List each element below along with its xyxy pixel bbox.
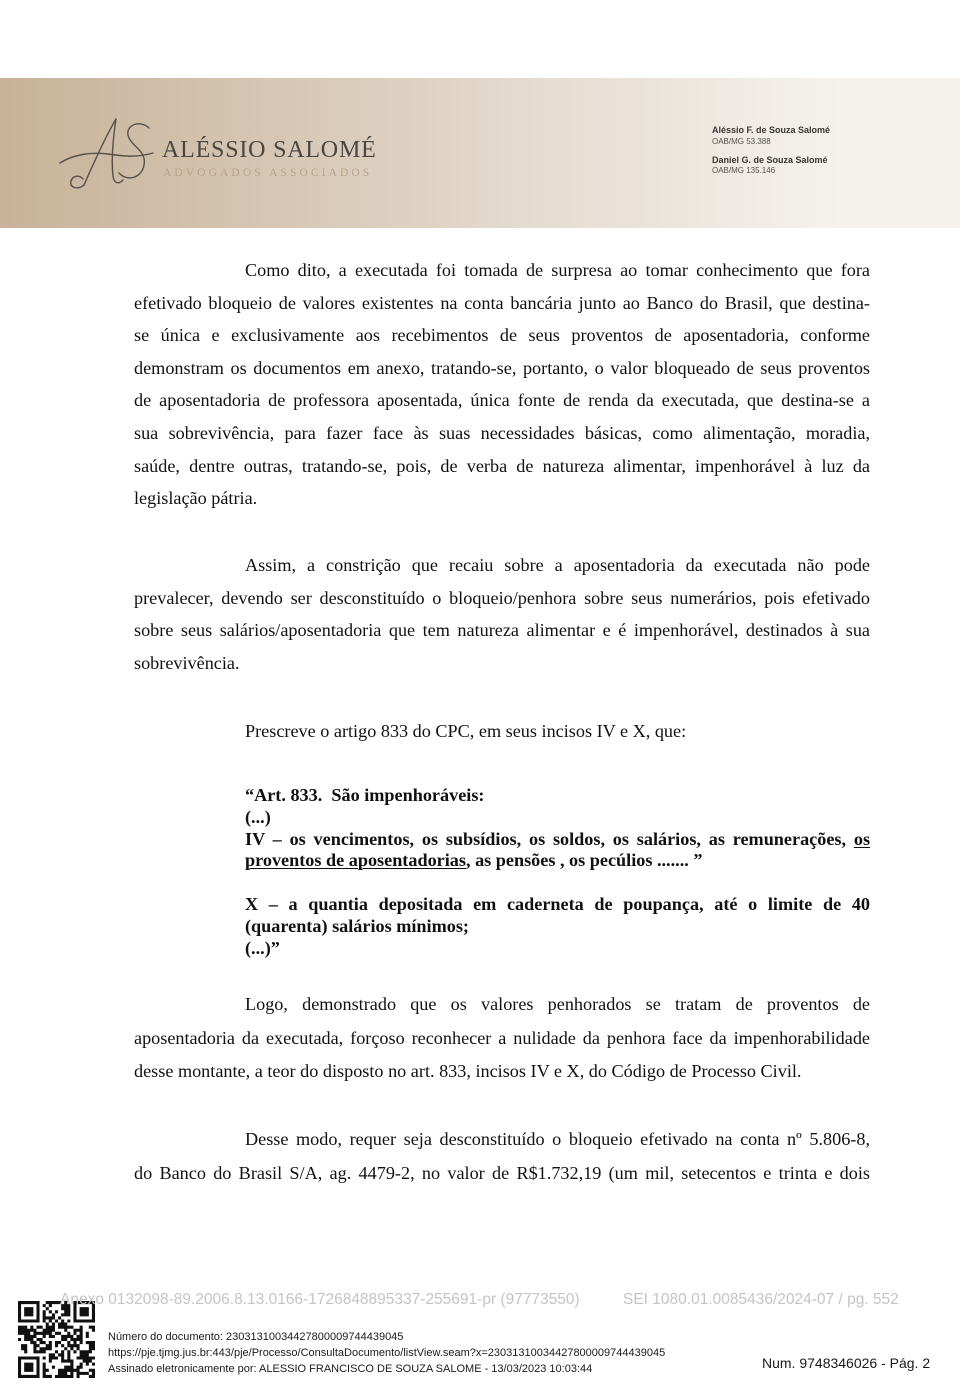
citation-line-x-cont: (quarenta) salários mínimos;: [245, 915, 469, 936]
lawyer-oab-1: OAB/MG 53.388: [712, 137, 771, 146]
citation-heading: “Art. 833. São impenhoráveis:: [245, 785, 485, 805]
qr-code: [18, 1301, 95, 1378]
text-line: de aposentadoria de professora aposentada, única fonte de renda da executada, que destina-se a: [134, 390, 870, 411]
lawyer-name-1: Aléssio F. de Souza Salomé: [712, 125, 831, 135]
text-line: demonstram os documentos em anexo, tratando-se, portanto, o valor bloqueado de seus proventos: [134, 357, 870, 378]
citation-line-iv: [245, 829, 870, 851]
text-line: aposentadoria da executada, forçoso reconhecer a nulidade da penhora face da impenhorabilidade: [134, 1027, 870, 1048]
signature-metadata: [108, 1329, 665, 1377]
text-line: Como dito, a executada foi tomada de surpresa ao tomar conhecimento que fora: [245, 260, 870, 280]
citation-text: , as pensões , os pecúlios ....... ”: [465, 850, 703, 871]
paragraph-3: [134, 715, 870, 748]
paragraph-1: [134, 254, 870, 515]
text-line: Assim, a constrição que recaiu sobre a aposentadoria da executada não pode: [245, 555, 870, 575]
text-line: Logo, demonstrado que os valores penhorados se tratam de proventos de: [245, 994, 870, 1014]
text-line: se única e exclusivamente aos recebimentos de seus proventos de aposentadoria, conforme: [134, 325, 870, 346]
citation-ellipsis: (...)”: [245, 937, 280, 958]
paragraph-4: [134, 988, 870, 1089]
citation-text: IV – os vencimentos, os subsídios, os soldos, os salários, as remunerações,: [245, 828, 847, 849]
citation-line-iv-cont: [245, 850, 870, 872]
lawyer-name-2: Daniel G. de Souza Salomé: [712, 155, 828, 165]
as-monogram-logo: [56, 113, 156, 195]
citation-ellipsis: (...): [245, 806, 271, 827]
logo-tagline: ADVOGADOS ASSOCIADOS: [163, 167, 373, 179]
text-line: legislação pátria.: [134, 488, 258, 509]
text-line: sobre seus salários/aposentadoria que tem natureza alimentar e é impenhorável, destinados à sua: [134, 620, 870, 641]
paragraph-2: [134, 549, 870, 679]
citation-underlined-text: proventos de aposentadorias: [245, 850, 466, 871]
text-line: sobrevivência.: [134, 652, 240, 673]
text-line: saúde, dentre outras, tratando-se, pois, de verba de natureza alimentar, impenhorável à luz da: [134, 455, 870, 476]
text-line: prevalecer, devendo ser desconstituído o bloqueio/penhora sobre seus numerários, pois efetivado: [134, 587, 870, 608]
text-line: desse montante, a teor do disposto no art. 833, incisos IV e X, do Código de Processo Civil.: [134, 1061, 802, 1081]
text-line: Prescreve o artigo 833 do CPC, em seus incisos IV e X, que:: [245, 721, 687, 741]
text-line: sua sobrevivência, para fazer face às suas necessidades básicas, como alimentação, moradia,: [134, 422, 870, 443]
document-url: https://pje.tjmg.jus.br:443/pje/Processo/ConsultaDocumento/listView.seam?x=23031310034427800009744439045: [108, 1347, 666, 1359]
text-line: Desse modo, requer seja desconstituído o bloqueio efetivado na conta nº 5.806-8,: [245, 1129, 870, 1149]
citation-line-x: X – a quantia depositada em caderneta de poupança, até o limite de 40: [245, 893, 870, 914]
citation-spacer: [245, 872, 870, 894]
annex-watermark: Anexo 0132098-89.2006.8.13.0166-1726848895337-255691-pr (97773550): [60, 1291, 580, 1308]
legal-citation-block: [245, 785, 870, 959]
electronic-signature: Assinado eletronicamente por: ALESSIO FRANCISCO DE SOUZA SALOME - 13/03/2023 10:03:44: [108, 1363, 593, 1375]
document-number: Número do documento: 23031310034427800009744439045: [108, 1331, 404, 1343]
page-number: Num. 9748346026 - Pág. 2: [762, 1355, 931, 1371]
lawyer-oab-2: OAB/MG 135.146: [712, 166, 776, 175]
logo-firm-name: ALÉSSIO SALOMÉ: [162, 137, 377, 163]
sei-watermark: SEI 1080.01.0085436/2024-07 / pg. 552: [623, 1291, 899, 1308]
text-line: do Banco do Brasil S/A, ag. 4479-2, no valor de R$1.732,19 (um mil, setecentos e trinta e dois: [134, 1163, 870, 1183]
citation-underlined-text: os: [853, 828, 871, 849]
text-line: efetivado bloqueio de valores existentes na conta bancária junto ao Banco do Brasil, que destina-: [134, 292, 870, 313]
paragraph-5: [134, 1122, 870, 1190]
